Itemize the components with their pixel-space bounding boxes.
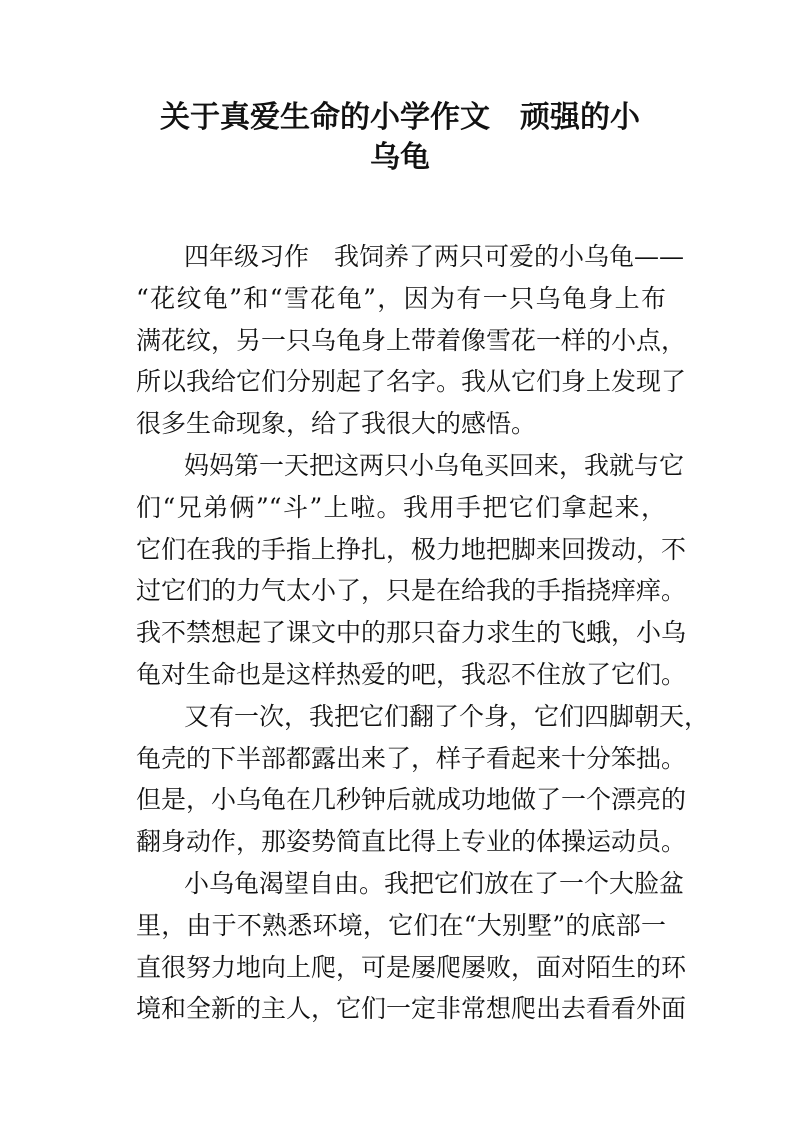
document-title — [100, 98, 700, 178]
text-line: 四年级习作 我饲养了两只可爱的小乌龟—— — [184, 242, 685, 271]
paragraph — [136, 445, 687, 696]
text-line: 很多生命现象，给了我很大的感悟。 — [136, 409, 537, 439]
text-line: 境和全新的主人，它们一定非常想爬出去看看外面 — [136, 994, 687, 1024]
text-line: 里，由于不熟悉环境，它们在“大别墅”的底部一 — [136, 910, 666, 940]
text-line: 妈妈第一天把这两只小乌龟买回来，我就与它 — [184, 450, 685, 480]
paragraph — [136, 696, 710, 863]
text-line: 直很努力地向上爬，可是屡爬屡败，面对陌生的环 — [136, 952, 687, 982]
text-line: 它们在我的手指上挣扎，极力地把脚来回拨动，不 — [136, 534, 687, 564]
text-line: 小乌龟渴望自由。我把它们放在了一个大脸盆 — [184, 868, 685, 898]
title-line-1: 关于真爱生命的小学作文 顽强的小 — [160, 100, 640, 135]
title-line-2: 乌龟 — [370, 140, 430, 175]
text-line: 但是，小乌龟在几秒钟后就成功地做了一个漂亮的 — [136, 785, 687, 815]
text-line: 翻身动作，那姿势简直比得上专业的体操运动员。 — [136, 827, 687, 857]
text-line: 们“兄弟俩”“斗”上啦。我用手把它们拿起来， — [136, 492, 666, 522]
text-line: 所以我给它们分别起了名字。我从它们身上发现了 — [136, 367, 687, 397]
text-line: “花纹龟”和“雪花龟”，因为有一只乌龟身上布 — [136, 283, 666, 313]
text-line: 龟壳的下半部都露出来了，样子看起来十分笨拙。 — [136, 743, 687, 773]
text-line: 又有一次，我把它们翻了个身，它们四脚朝天， — [184, 701, 710, 731]
text-line: 龟对生命也是这样热爱的吧，我忍不住放了它们。 — [136, 659, 687, 689]
text-line: 满花纹，另一只乌龟身上带着像雪花一样的小点， — [136, 325, 687, 355]
paragraph — [136, 236, 687, 445]
text-line: 过它们的力气太小了，只是在给我的手指挠痒痒。 — [136, 576, 687, 606]
text-line: 我不禁想起了课文中的那只奋力求生的飞蛾，小乌 — [136, 618, 687, 648]
document-body — [136, 236, 710, 1030]
paragraph — [136, 863, 687, 1030]
